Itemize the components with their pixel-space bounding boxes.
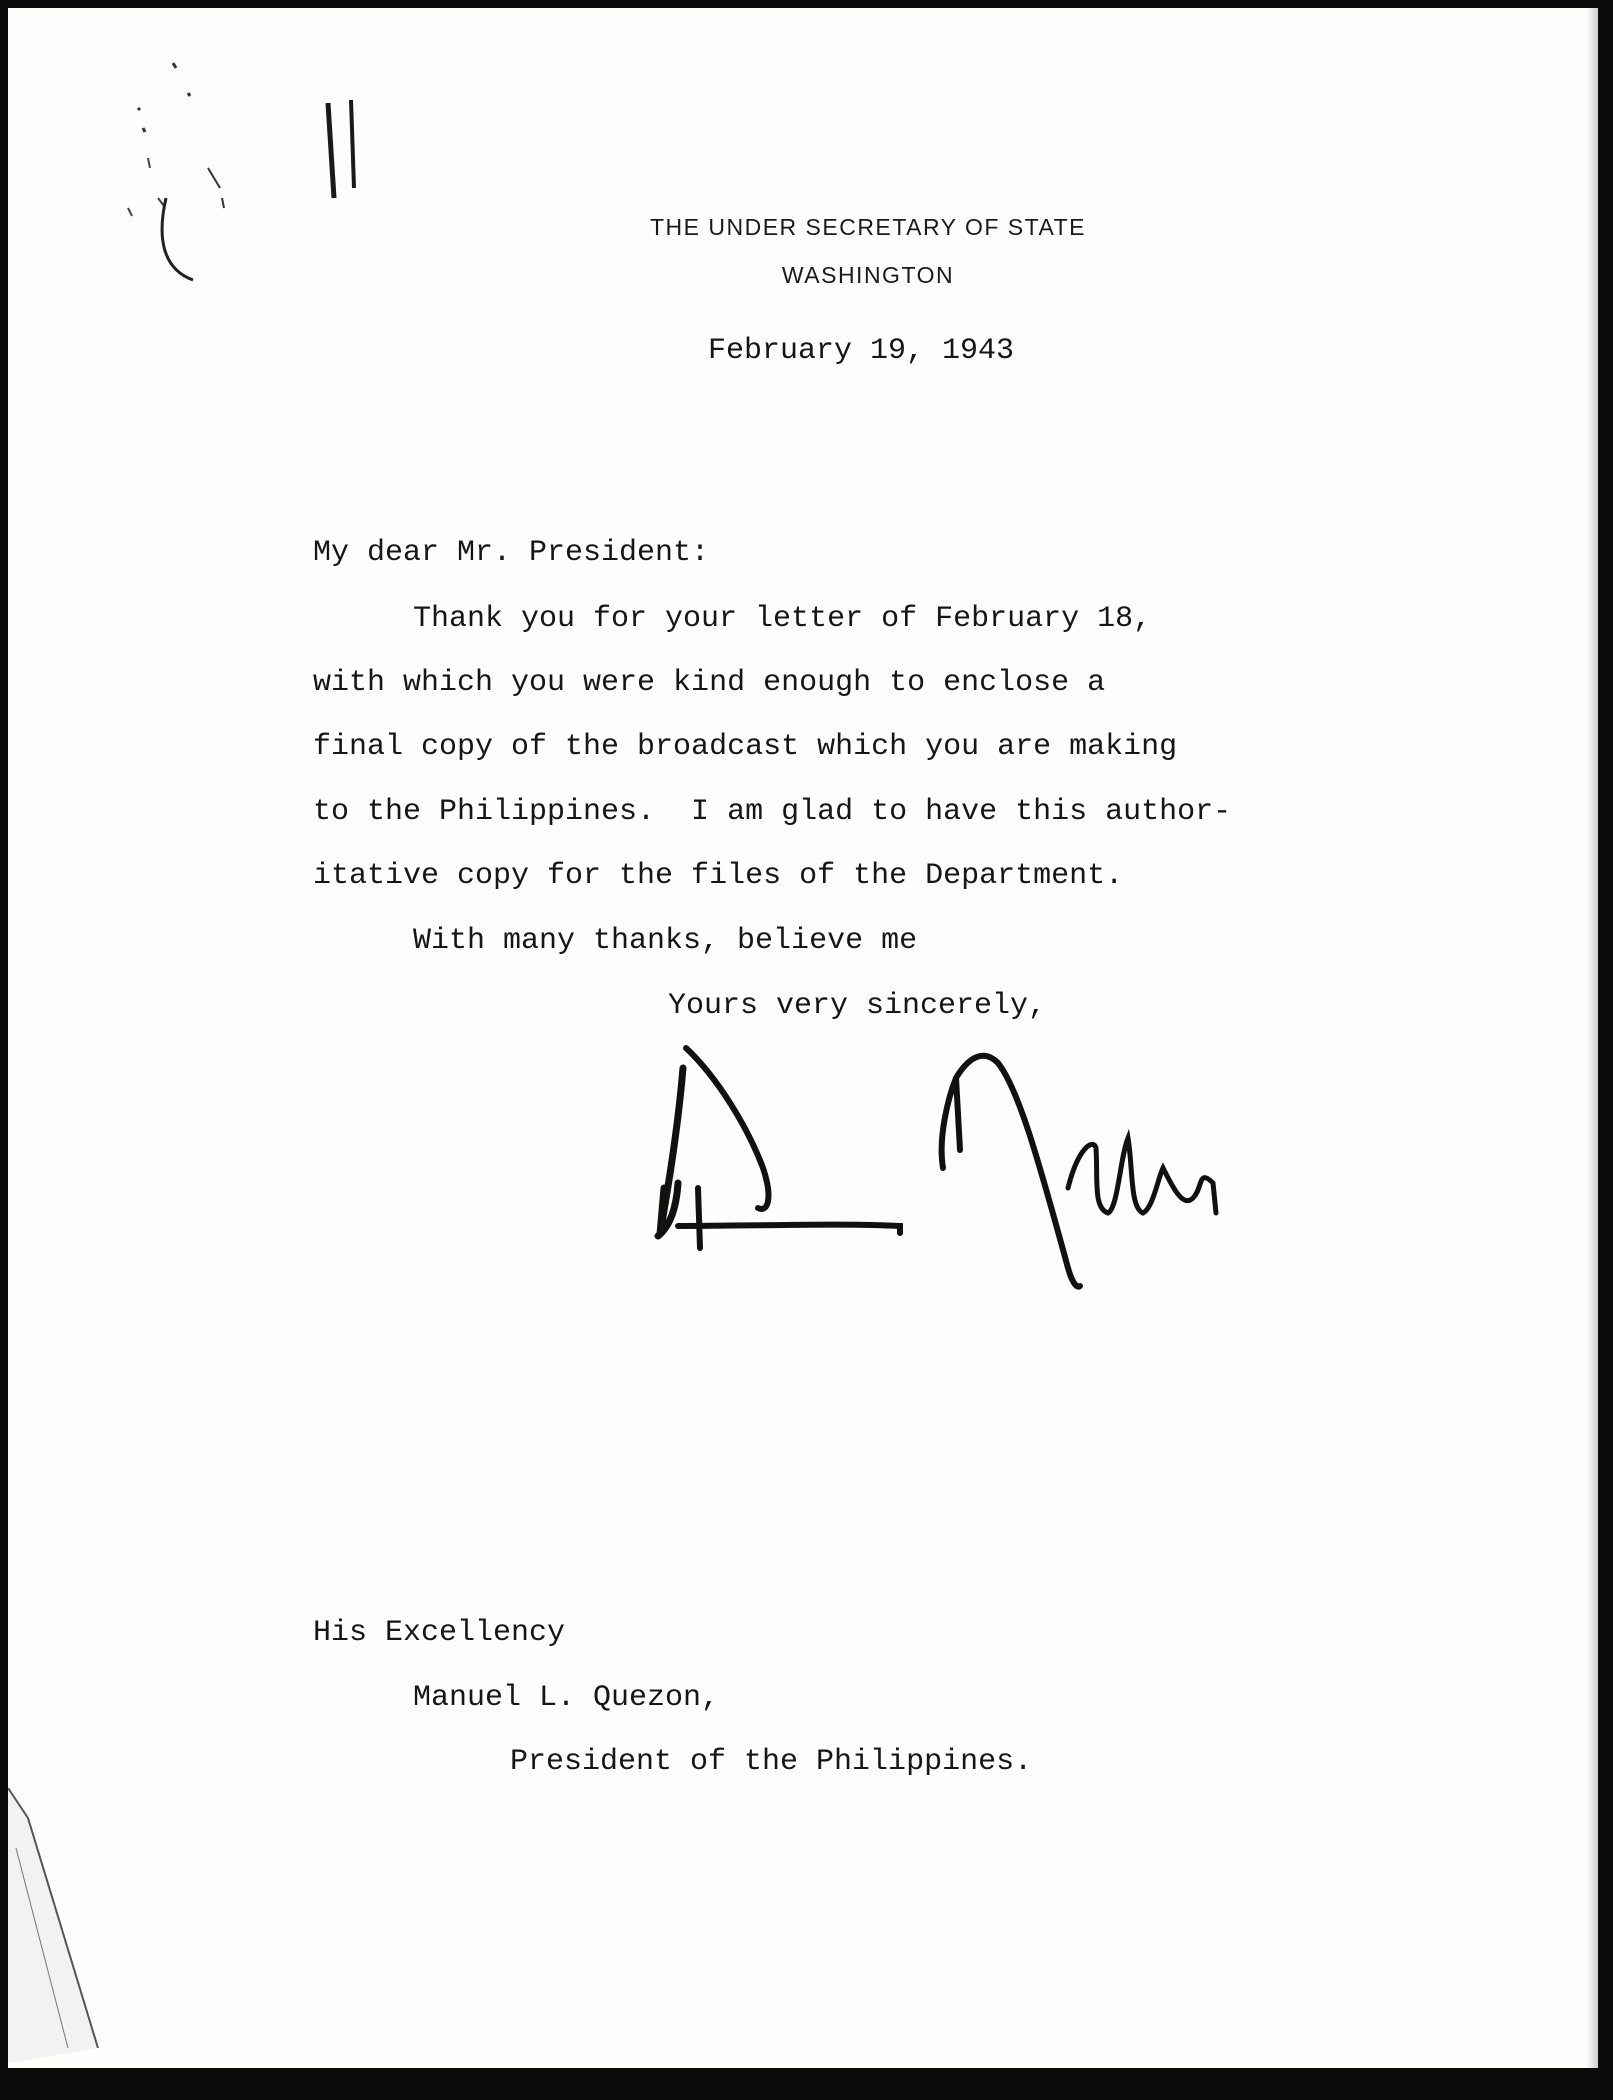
folded-corner: [8, 1788, 168, 2068]
letter-date: February 19, 1943: [708, 334, 1015, 368]
body-line: with which you were kind enough to enclose a: [313, 666, 1106, 700]
letterhead-title: THE UNDER SECRETARY OF STATE: [649, 214, 1087, 240]
body-line: to the Philippines. I am glad to have this author-: [313, 795, 1232, 829]
body-line: Thank you for your letter of February 18,: [413, 602, 1152, 636]
signature: [638, 1038, 1398, 1318]
handwritten-marks: [98, 48, 498, 298]
letter-page: [8, 8, 1598, 2068]
body-line: With many thanks, believe me: [413, 924, 918, 958]
page-edge-shadow: [1586, 8, 1598, 2068]
addressee-office: President of the Philippines.: [510, 1745, 1033, 1779]
addressee-name: Manuel L. Quezon,: [413, 1681, 720, 1715]
closing: Yours very sincerely,: [668, 989, 1047, 1023]
body-line: itative copy for the files of the Department.: [313, 859, 1124, 893]
salutation: My dear Mr. President:: [313, 536, 710, 570]
letterhead-city: WASHINGTON: [781, 262, 955, 288]
addressee-title: His Excellency: [313, 1616, 566, 1650]
body-line: final copy of the broadcast which you are making: [313, 730, 1178, 764]
